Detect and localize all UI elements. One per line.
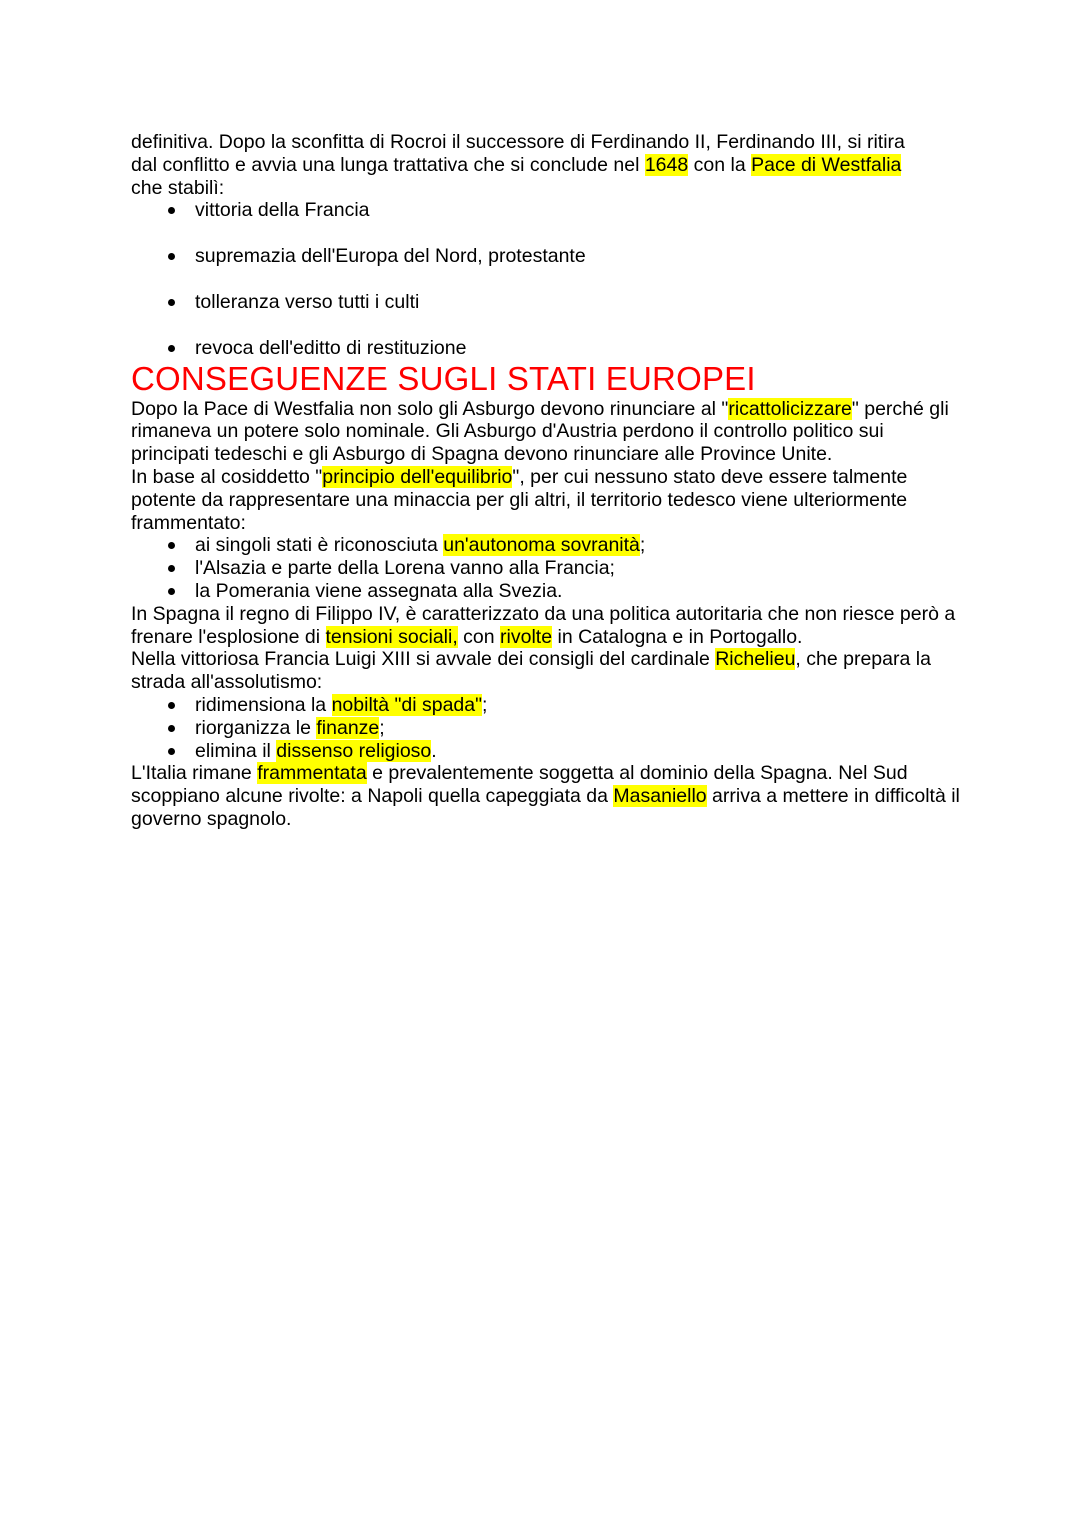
highlight-autonoma-sovranita: un'autonoma sovranità xyxy=(443,534,640,557)
bullet-icon xyxy=(168,565,175,572)
intro-paragraph xyxy=(131,131,961,199)
list-item: la Pomerania viene assegnata alla Svezia. xyxy=(131,580,961,603)
bullet-icon xyxy=(168,542,175,549)
list-item-text: vittoria della Francia xyxy=(195,199,370,222)
highlight-tensioni-sociali: tensioni sociali, xyxy=(325,625,458,648)
paragraph-francia: Nella vittoriosa Francia Luigi XIII si avvale dei consigli del cardinale Richelieu, che prepara la strada all'assolutismo: xyxy=(131,648,931,694)
german-points-list xyxy=(131,534,961,602)
bullet-icon xyxy=(168,725,175,732)
highlight-principio-equilibrio: principio dell'equilibrio xyxy=(322,465,513,488)
bullet-icon xyxy=(168,345,175,352)
highlight-pace-westfalia: Pace di Westfalia xyxy=(751,153,902,176)
paragraph-equilibrio: In base al cosiddetto "principio dell'equilibrio", per cui nessuno stato deve essere talmente potente da rappresentare una minaccia per gli altri, il territorio tedesco viene ulteriormente frammentato: xyxy=(131,465,908,534)
intro-line-3: che stabilì: xyxy=(131,176,225,199)
bullet-icon xyxy=(168,748,175,755)
france-points-list xyxy=(131,694,961,762)
intro-line-1: definitiva. Dopo la sconfitta di Rocroi il successore di Ferdinando II, Ferdinando III, si ritira xyxy=(131,131,905,153)
intro-line-2b: con la xyxy=(688,153,752,176)
highlight-frammentata: frammentata xyxy=(257,762,367,785)
highlight-dissenso-religioso: dissenso religioso xyxy=(276,739,432,762)
westfalia-points-list xyxy=(131,199,961,359)
bullet-icon xyxy=(168,207,175,214)
list-item-text: supremazia dell'Europa del Nord, protestante xyxy=(195,245,586,268)
bullet-icon xyxy=(168,702,175,709)
paragraph-spagna: In Spagna il regno di Filippo IV, è caratterizzato da una politica autoritaria che non riesce però a frenare l'esplosione di tensioni sociali, con rivolte in Catalogna e in Portogallo. xyxy=(131,602,956,648)
document-page xyxy=(131,131,961,831)
highlight-masaniello: Masaniello xyxy=(613,785,707,808)
highlight-year: 1648 xyxy=(644,153,689,176)
list-item: l'Alsazia e parte della Lorena vanno alla Francia; xyxy=(131,557,961,580)
list-item xyxy=(131,337,961,360)
bullet-icon xyxy=(168,253,175,260)
paragraph-asburgo: Dopo la Pace di Westfalia non solo gli Asburgo devono rinunciare al "ricattolicizzare" perché gli rimaneva un potere solo nominale. Gli Asburgo d'Austria perdono il controllo politico sui principati tedeschi e gli Asburgo di Spagna devono rinunciare alle Province Unite. xyxy=(131,397,949,466)
list-item: ai singoli stati è riconosciuta un'autonoma sovranità; xyxy=(131,534,961,557)
section-heading: CONSEGUENZE SUGLI STATI EUROPEI xyxy=(131,359,756,397)
bullet-icon xyxy=(168,588,175,595)
list-item xyxy=(131,245,961,268)
highlight-rivolte: rivolte xyxy=(500,625,553,648)
list-item-text: revoca dell'editto di restituzione xyxy=(195,336,467,359)
highlight-richelieu: Richelieu xyxy=(715,648,796,671)
highlight-ricattolicizzare: ricattolicizzare xyxy=(728,397,852,420)
list-item xyxy=(131,291,961,314)
bullet-icon xyxy=(168,299,175,306)
list-item: riorganizza le finanze; xyxy=(131,717,961,740)
paragraph-italia: L'Italia rimane frammentata e prevalentemente soggetta al dominio della Spagna. Nel Sud scoppiano alcune rivolte: a Napoli quella capeggiata da Masaniello arriva a mettere in difficoltà il governo spagnolo. xyxy=(131,762,960,830)
list-item-text: tolleranza verso tutti i culti xyxy=(195,290,420,313)
highlight-finanze: finanze xyxy=(316,716,380,739)
list-item: ridimensiona la nobiltà "di spada"; xyxy=(131,694,961,717)
list-item: elimina il dissenso religioso. xyxy=(131,740,961,763)
list-item xyxy=(131,199,961,222)
highlight-nobilta-di-spada: nobiltà "di spada" xyxy=(331,693,483,716)
intro-line-2a: dal conflitto e avvia una lunga trattativa che si conclude nel xyxy=(131,153,645,176)
